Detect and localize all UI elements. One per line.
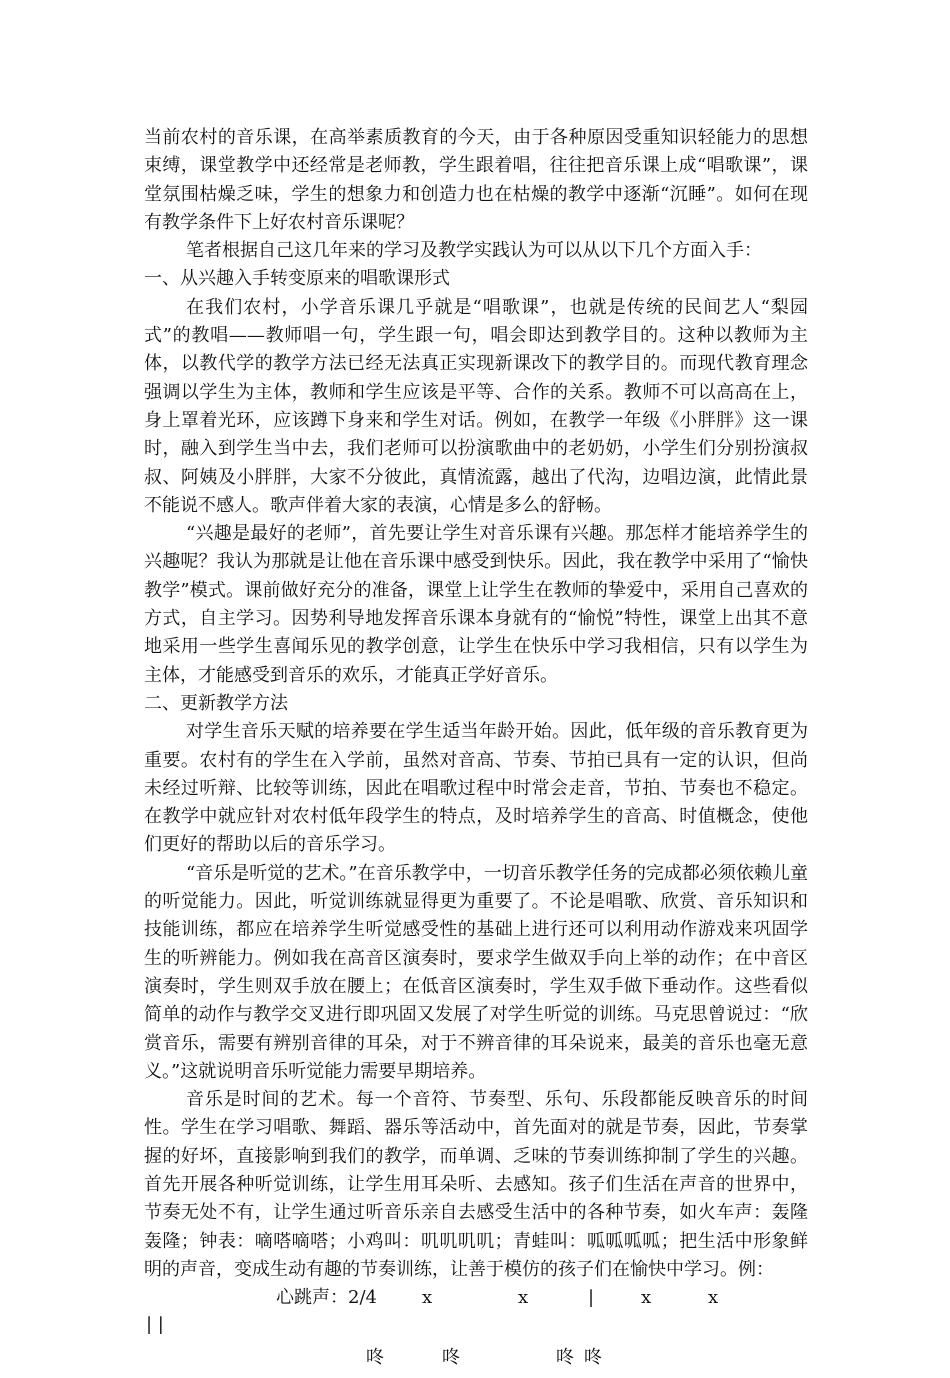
section-2-paragraph-2: “音乐是听觉的艺术。”在音乐教学中，一切音乐教学任务的完成都必须依赖儿童的听觉能力。因此，听觉训练就显得更为重要了。不论是唱歌、欣赏、音乐知识和技能训练，都应在培养学生听觉感受性的基础上进行还可以利用动作游戏来巩固学生的听辨能力。例如我在高音区演奏时，要求学生做双手向上举的动作；在中音区演奏时，学生则双手放在腰上；在低音区演奏时，学生双手做下垂动作。这些看似简单的动作与教学交叉进行即巩固又发展了对学生听觉的训练。马克思曾说过：“欣赏音乐，需要有辨别音律的耳朵，对于不辨音律的耳朵说来，最美的音乐也毫无意义。”这就说明音乐听觉能力需要早期培养。 — [144, 862, 808, 1082]
rhythm-syllable: 咚 — [584, 1347, 602, 1369]
section-1-heading: 一、从兴趣入手转变原来的唱歌课形式 — [144, 268, 450, 290]
rhythm-syllable: 咚 — [556, 1347, 574, 1369]
rhythm-end-bars: | | — [146, 1314, 164, 1336]
section-2-paragraph-1: 对学生音乐天赋的培养要在学生适当年龄开始。因此，低年级的音乐教育更为重要。农村有的学生在入学前，虽然对音高、节奏、节拍已具有一定的认识，但尚未经过听辩、比较等训练，因此在唱歌过程中时常会走音，节拍、节奏也不稳定。在教学中就应针对农村低年段学生的特点，及时培养学生的音高、时值概念，使他们更好的帮助以后的音乐学习。 — [144, 721, 808, 856]
section-1-paragraph-1: 在我们农村，小学音乐课几乎就是“唱歌课”，也就是传统的民间艺人“梨园式”的教唱——教师唱一句，学生跟一句，唱会即达到教学目的。这种以教师为主体，以教代学的教学方法已经无法真正实现新课改下的教学目的。而现代教育理念强调以学生为主体，教师和学生应该是平等、合作的关系。教师不可以高高在上，身上罩着光环，应该蹲下身来和学生对话。例如，在教学一年级《小胖胖》这一课时，融入到学生当中去，我们老师可以扮演歌曲中的老奶奶，小学生们分别扮演叔叔、阿姨及小胖胖，大家不分彼此，真情流露，越出了代沟，边唱边演，此情此景不能说不感人。歌声伴着大家的表演，心情是多么的舒畅。 — [144, 296, 808, 516]
section-2-heading: 二、更新教学方法 — [144, 692, 288, 714]
rhythm-note: x — [708, 1287, 719, 1309]
rhythm-end-barlines — [144, 1312, 808, 1338]
section-1-paragraph-2: “兴趣是最好的老师”，首先要让学生对音乐课有兴趣。那怎样才能培养学生的兴趣呢？我认为那就是让他在音乐课中感受到快乐。因此，我在教学中采用了“愉快教学”模式。课前做好充分的准备，课堂上让学生在教师的挚爱中，采用自己喜欢的方式，自主学习。因势利导地发挥音乐课本身就有的“愉悦”特性，课堂上出其不意地采用一些学生喜闻乐见的教学创意，让学生在快乐中学习我相信，只有以学生为主体，才能感受到音乐的欢乐，才能真正学好音乐。 — [144, 523, 808, 686]
rhythm-note: x — [422, 1287, 433, 1309]
rhythm-syllables-line — [144, 1338, 808, 1378]
rhythm-note: x — [641, 1287, 652, 1309]
lead-paragraph: 笔者根据自己这几年来的学习及教学实践认为可以从以下几个方面入手： — [186, 240, 762, 262]
rhythm-barline: | — [588, 1287, 595, 1309]
rhythm-note: x — [518, 1287, 529, 1309]
rhythm-syllable: 咚 — [366, 1347, 384, 1369]
rhythm-label: 心跳声：2/4 — [276, 1287, 377, 1309]
rhythm-notation-line — [144, 1284, 808, 1312]
intro-paragraph: 当前农村的音乐课，在高举素质教育的今天，由于各种原因受重知识轻能力的思想束缚，课堂教学中还经常是老师教，学生跟着唱，往往把音乐课上成“唱歌课”，课堂氛围枯燥乏味，学生的想象力和创造力也在枯燥的教学中逐渐“沉睡”。如何在现有教学条件下上好农村音乐课呢？ — [144, 127, 808, 233]
document-page — [144, 124, 808, 1378]
section-2-paragraph-3: 音乐是时间的艺术。每一个音符、节奏型、乐句、乐段都能反映音乐的时间性。学生在学习唱歌、舞蹈、器乐等活动中，首先面对的就是节奏，因此，节奏掌握的好坏，直接影响到我们的教学，而单调、乏味的节奏训练抑制了学生的兴趣。首先开展各种听觉训练，让学生用耳朵听、去感知。孩子们生活在声音的世界中，节奏无处不有，让学生通过听音乐亲自去感受生活中的各种节奏，如火车声：轰隆轰隆；钟表：嘀嗒嘀嗒；小鸡叫：叽叽叽叽；青蛙叫：呱呱呱呱；把生活中形象鲜明的声音，变成生动有趣的节奏训练，让善于模仿的孩子们在愉快中学习。例： — [144, 1089, 808, 1280]
rhythm-syllable: 咚 — [442, 1347, 460, 1369]
